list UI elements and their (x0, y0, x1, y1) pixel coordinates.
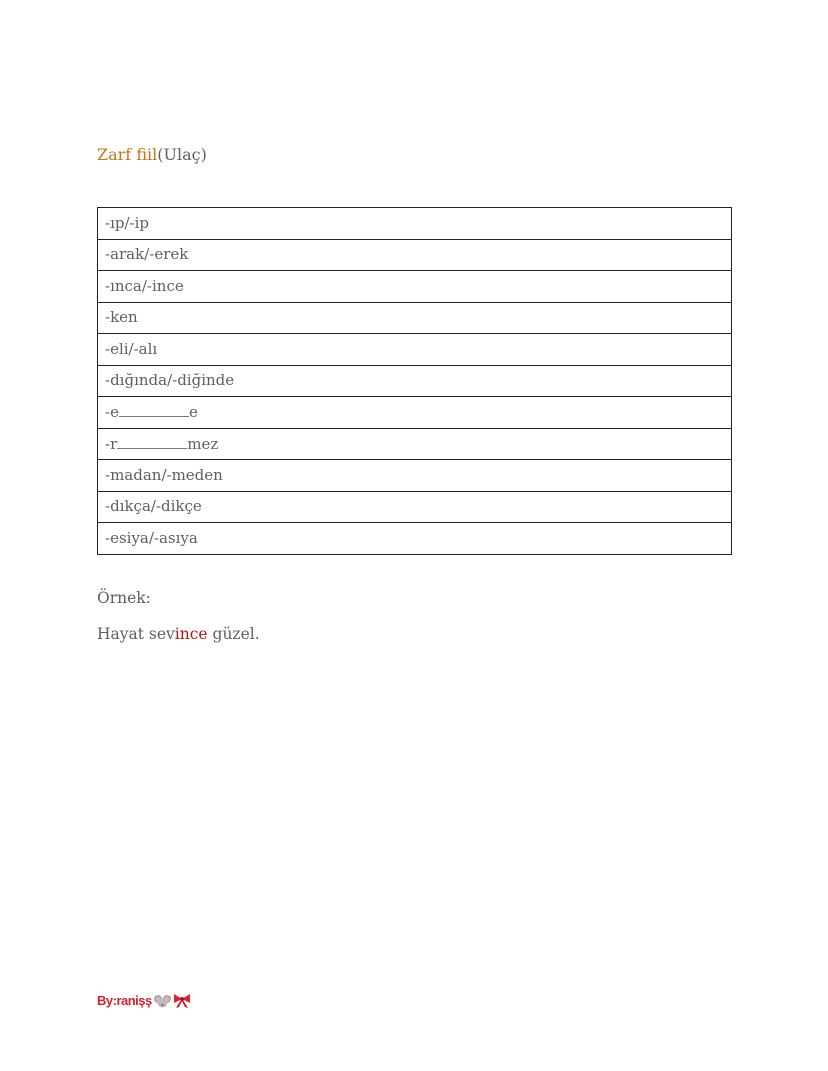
table-cell (98, 428, 732, 460)
table-row (98, 208, 732, 240)
suffix-table (97, 207, 732, 555)
example-highlight: ince (174, 625, 208, 643)
ribbon-icon (173, 993, 191, 1008)
blank-line (119, 404, 189, 417)
example-sentence (97, 625, 260, 643)
table-cell: -ınca/-ince (98, 271, 732, 303)
example-label: Örnek: (97, 589, 151, 607)
mouse-face-icon (154, 994, 171, 1008)
table-row (98, 334, 732, 366)
footer-text: By:ranişş (97, 993, 152, 1008)
table-row (98, 491, 732, 523)
table-cell: -esiya/-asıya (98, 523, 732, 555)
table-row (98, 397, 732, 429)
table-cell: -eli/-alı (98, 334, 732, 366)
table-cell: -dığında/-diğinde (98, 365, 732, 397)
table-row (98, 460, 732, 492)
table-row (98, 239, 732, 271)
cell-prefix: -r (105, 434, 118, 453)
table-cell (98, 397, 732, 429)
table-row (98, 271, 732, 303)
table-row (98, 365, 732, 397)
example-before: Hayat sev (97, 625, 175, 643)
table-cell: -ıp/-ip (98, 208, 732, 240)
cell-prefix: -e (105, 403, 119, 422)
table-row (98, 428, 732, 460)
table-row (98, 302, 732, 334)
page-title (97, 145, 207, 164)
footer-signature (97, 993, 191, 1008)
title-accent: Zarf fiil (97, 145, 158, 164)
title-rest: (Ulaç) (157, 145, 207, 164)
table-cell: -madan/-meden (98, 460, 732, 492)
table-cell: -ken (98, 302, 732, 334)
table-row (98, 523, 732, 555)
cell-suffix: e (188, 403, 198, 422)
example-after: güzel. (207, 625, 260, 643)
table-cell: -arak/-erek (98, 239, 732, 271)
table-cell: -dıkça/-dikçe (98, 491, 732, 523)
cell-suffix: mez (187, 434, 219, 453)
blank-line (117, 436, 187, 449)
